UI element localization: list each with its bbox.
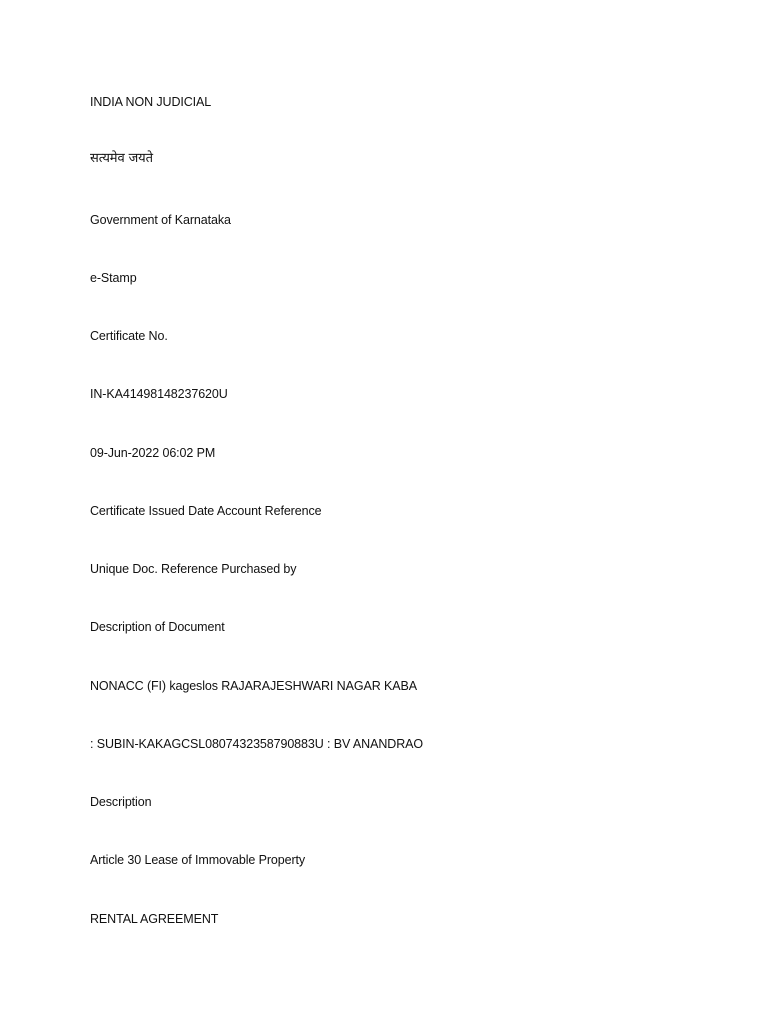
account-reference-value: NONACC (FI) kageslos RAJARAJESHWARI NAGAR KABA — [90, 679, 417, 693]
motto-satyameva-jayate: सत्यमेव जयते — [90, 151, 153, 166]
unique-doc-reference-purchased-by-label: Unique Doc. Reference Purchased by — [90, 562, 297, 576]
description-of-document-label: Description of Document — [90, 620, 225, 634]
issued-date-account-reference-label: Certificate Issued Date Account Reference — [90, 504, 322, 518]
certificate-no-label: Certificate No. — [90, 329, 168, 343]
description-label: Description — [90, 795, 152, 809]
certificate-no-value: IN-KA41498148237620U — [90, 387, 228, 401]
heading-india-non-judicial: INDIA NON JUDICIAL — [90, 95, 212, 109]
unique-doc-reference-value: : SUBIN-KAKAGCSL0807432358790883U : BV ANANDRAO — [90, 737, 423, 751]
issued-date-value: 09-Jun-2022 06:02 PM — [90, 446, 216, 460]
document-title-rental-agreement: RENTAL AGREEMENT — [90, 912, 219, 926]
article-description-value: Article 30 Lease of Immovable Property — [90, 853, 306, 867]
government-name: Government of Karnataka — [90, 213, 231, 227]
e-stamp-label: e-Stamp — [90, 271, 137, 285]
